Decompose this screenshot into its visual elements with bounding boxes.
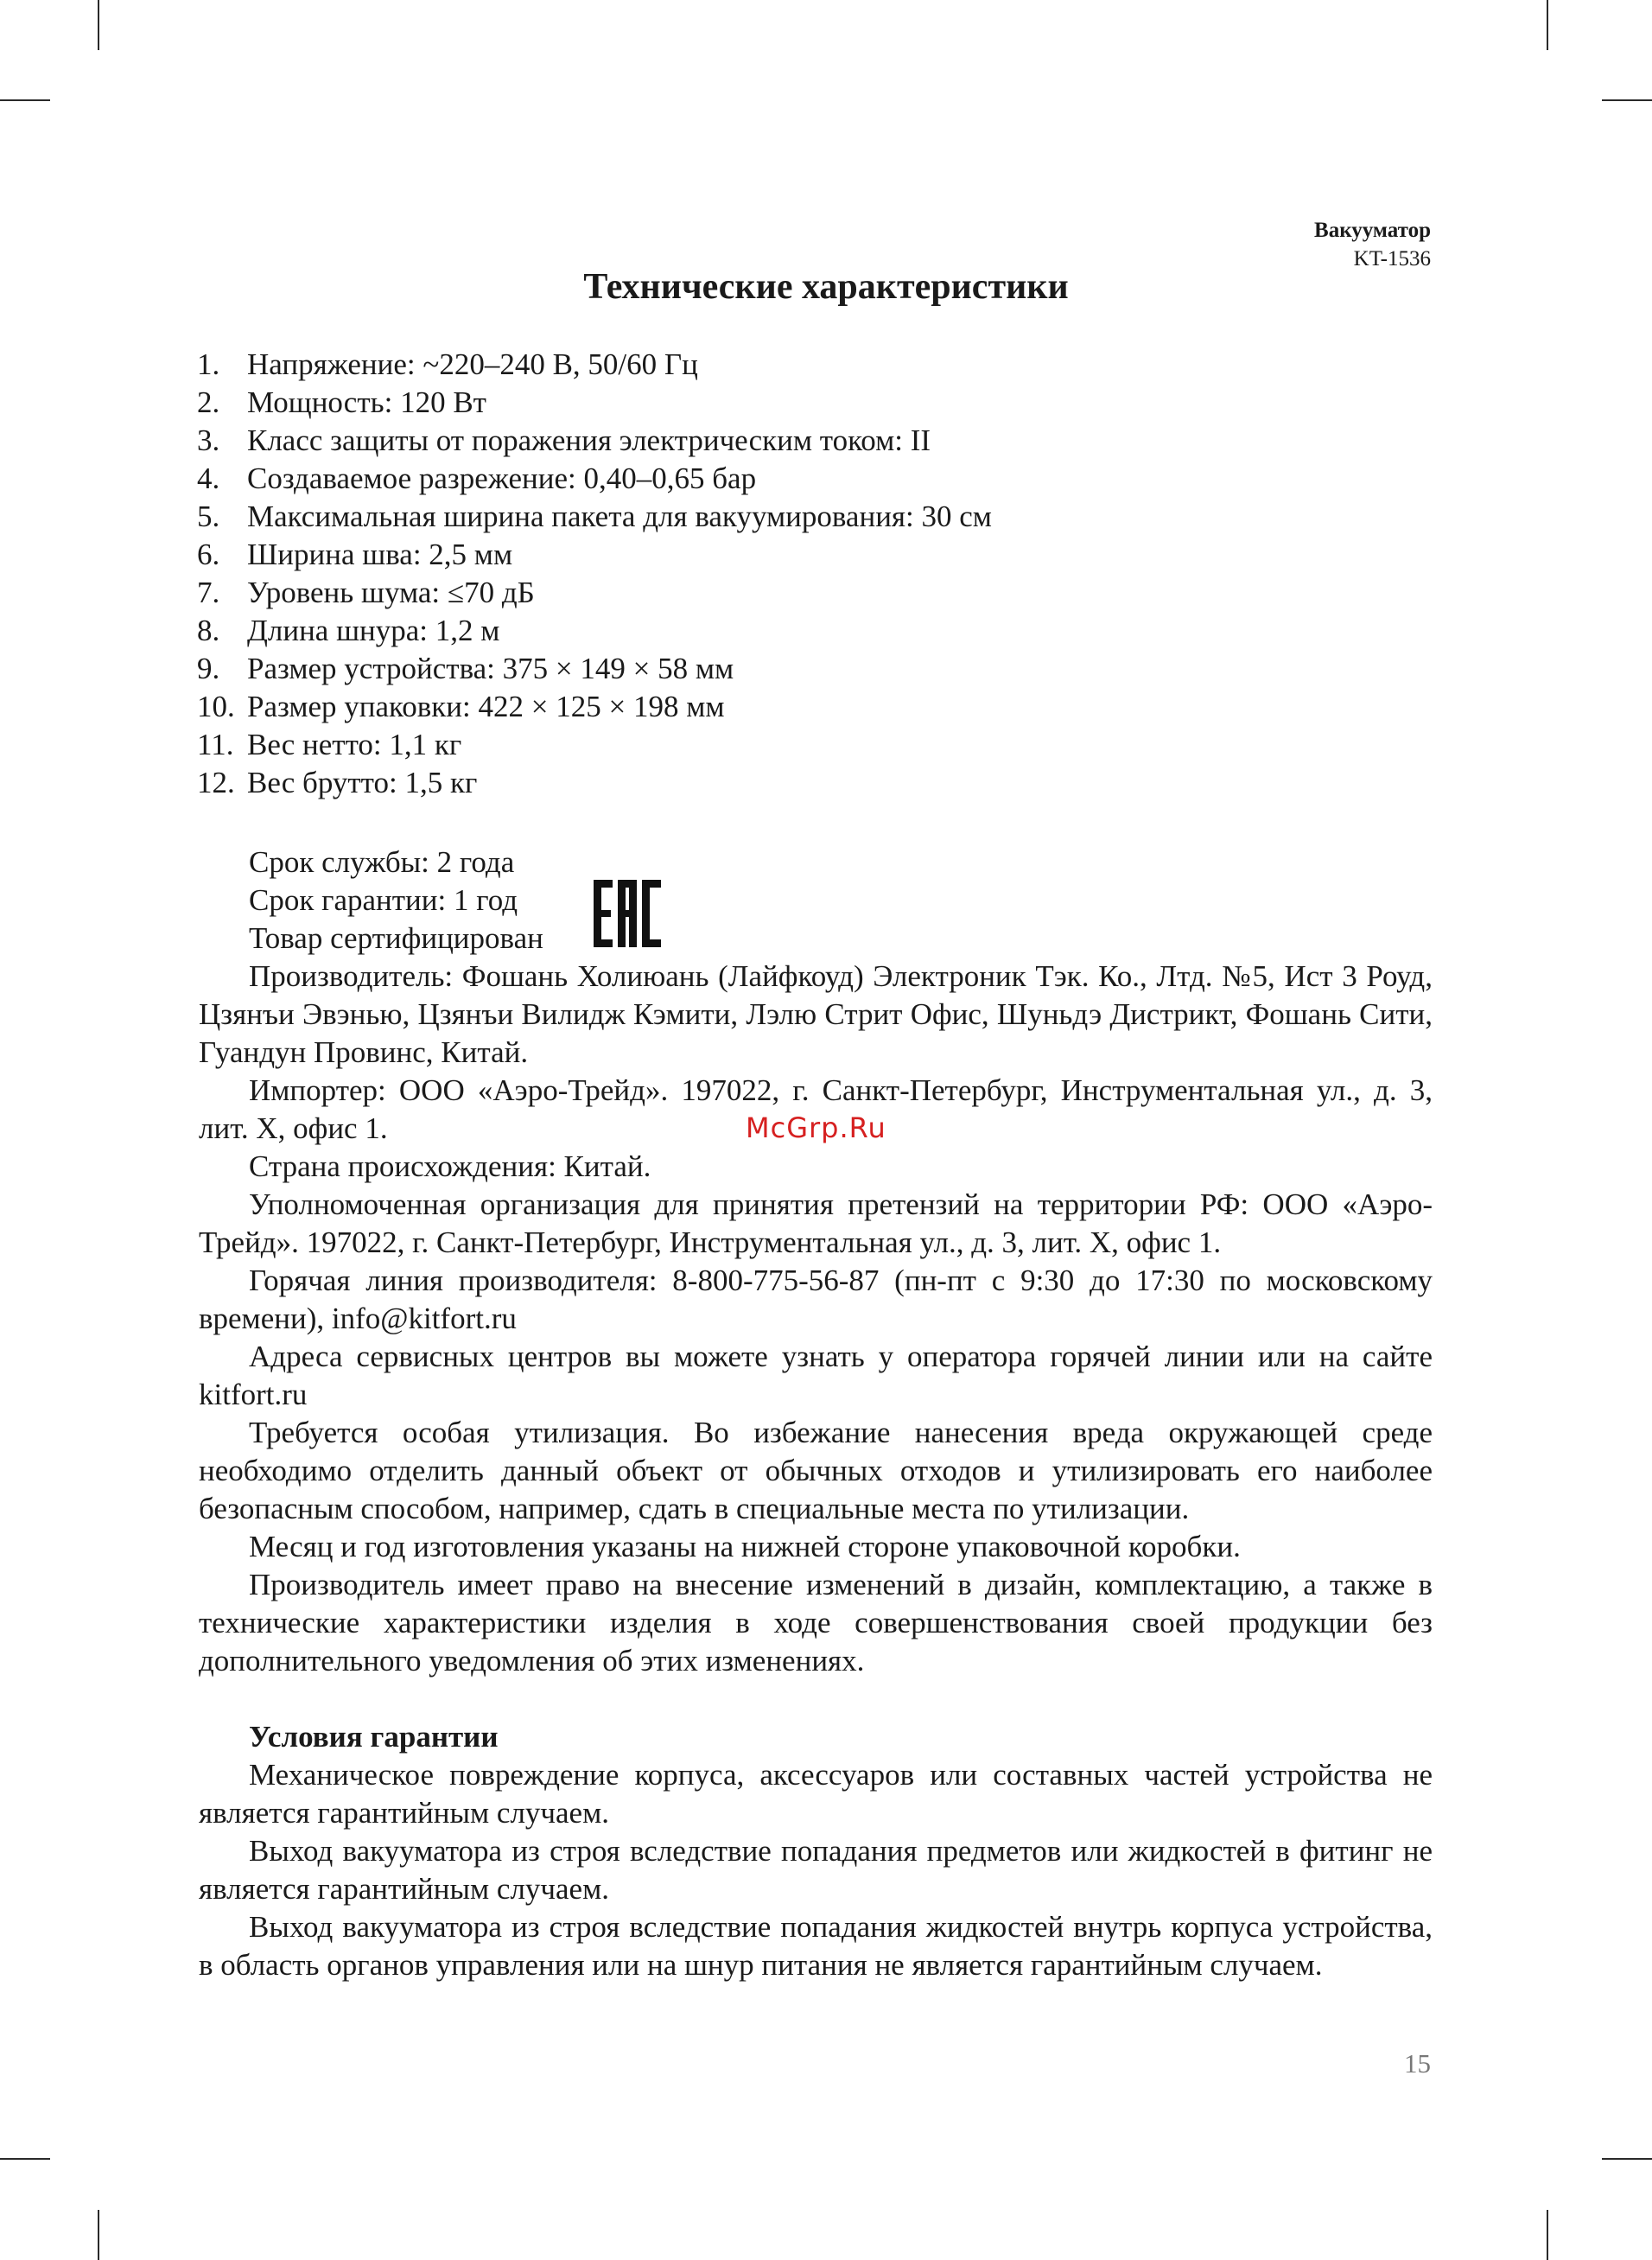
header-model: KT-1536 <box>1353 247 1431 271</box>
spec-item <box>197 612 1433 650</box>
eac-mark-icon <box>592 878 663 949</box>
hotline: Горячая линия производителя: 8-800-775-56-87 (пн-пт с 9:30 до 17:30 по московскому времени), info@kitfort.ru <box>199 1264 1433 1335</box>
spec-text: Ширина шва: 2,5 мм <box>247 538 513 571</box>
crop-mark <box>0 99 50 101</box>
spec-number: 11. <box>197 728 234 761</box>
importer: Импортер: ООО «Аэро-Трейд». 197022, г. Санкт-Петербург, Инструментальная ул., д. 3, лит. Х, офис 1. <box>199 1073 1433 1145</box>
crop-mark <box>98 2210 99 2260</box>
page-title: Технические характеристики <box>583 267 1069 307</box>
spec-item <box>197 422 1433 460</box>
spec-item <box>197 574 1433 612</box>
spec-text: Класс защиты от поражения электрическим током: II <box>247 423 931 457</box>
crop-mark <box>98 0 99 50</box>
spec-number: 4. <box>197 462 220 495</box>
spec-number: 8. <box>197 614 220 647</box>
warranty-period: Срок гарантии: 1 год <box>249 883 518 917</box>
crop-mark <box>1547 2210 1548 2260</box>
spec-item <box>197 346 1433 384</box>
spec-item <box>197 650 1433 688</box>
spec-text: Длина шнура: 1,2 м <box>247 614 500 647</box>
spec-number: 3. <box>197 423 220 457</box>
certified-text: Товар сертифицирован <box>249 921 543 955</box>
origin: Страна происхождения: Китай. <box>249 1149 651 1183</box>
spec-text: Размер устройства: 375 × 149 × 58 мм <box>247 652 734 685</box>
spec-number: 1. <box>197 347 220 381</box>
crop-mark <box>0 2158 50 2160</box>
manufacturer: Производитель: Фошань Холиюань (Лайфкоуд) Электроник Тэк. Ко., Лтд. №5, Ист 3 Роуд, Цзянъи Эвэнью, Цзянъи Вилидж Кэмити, Лэлю Стрит Офис, Шуньдэ Дистрикт, Фошань Сити, Гуандун Провинс, Китай. <box>199 959 1433 1069</box>
warranty-paragraph: Выход вакууматора из строя вследствие попадания жидкостей внутрь корпуса устройства, в область органов управления или на шнур питания не является гарантийным случаем. <box>199 1910 1433 1982</box>
authorized-organization: Уполномоченная организация для принятия претензий на территории РФ: ООО «Аэро-Трейд». 197022, г. Санкт-Петербург, Инструментальная ул., д. 3, лит. Х, офис 1. <box>199 1187 1433 1259</box>
watermark: McGrp.Ru <box>746 1111 886 1144</box>
disposal: Требуется особая утилизация. Во избежание нанесения вреда окружающей среде необходимо отделить данный объект от обычных отходов и утилизировать его наиболее безопасным способом, например, сдать в специальные места по утилизации. <box>199 1416 1433 1525</box>
spec-item <box>197 498 1433 536</box>
spec-item <box>197 726 1433 764</box>
spec-number: 5. <box>197 500 220 533</box>
crop-mark <box>1547 0 1548 50</box>
info-section <box>199 844 1433 1984</box>
certified-line <box>199 920 1433 958</box>
spec-text: Создаваемое разрежение: 0,40–0,65 бар <box>247 462 757 495</box>
warranty-paragraph: Механическое повреждение корпуса, аксессуаров или составных частей устройства не является гарантийным случаем. <box>199 1758 1433 1830</box>
service-centers: Адреса сервисных центров вы можете узнать у оператора горячей линии или на сайте kitfort.ru <box>199 1340 1433 1411</box>
spec-text: Мощность: 120 Вт <box>247 385 486 419</box>
spec-text: Максимальная ширина пакета для вакуумирования: 30 см <box>247 500 992 533</box>
warranty-heading: Условия гарантии <box>249 1720 499 1754</box>
changes-notice: Производитель имеет право на внесение изменений в дизайн, комплектацию, а также в технические характеристики изделия в ходе совершенствования своей продукции без дополнительного уведомления об этих изменениях. <box>199 1568 1433 1677</box>
spec-text: Вес нетто: 1,1 кг <box>247 728 462 761</box>
spec-number: 9. <box>197 652 220 685</box>
spec-number: 2. <box>197 385 220 419</box>
page-number: 15 <box>1404 2048 1431 2079</box>
running-header <box>1314 216 1431 273</box>
spec-item <box>197 460 1433 498</box>
spec-item <box>197 536 1433 574</box>
header-product: Вакууматор <box>1314 219 1431 242</box>
spec-item <box>197 688 1433 726</box>
spec-number: 7. <box>197 576 220 609</box>
spec-list <box>197 346 1433 802</box>
spec-number: 10. <box>197 690 235 723</box>
warranty-paragraph: Выход вакууматора из строя вследствие попадания предметов или жидкостей в фитинг не является гарантийным случаем. <box>199 1834 1433 1906</box>
spec-text: Напряжение: ~220–240 В, 50/60 Гц <box>247 347 698 381</box>
spec-item <box>197 764 1433 802</box>
spec-number: 6. <box>197 538 220 571</box>
spec-text: Размер упаковки: 422 × 125 × 198 мм <box>247 690 725 723</box>
spec-item <box>197 384 1433 422</box>
spec-text: Уровень шума: ≤70 дБ <box>247 576 535 609</box>
crop-mark <box>1602 99 1652 101</box>
spec-number: 12. <box>197 766 235 799</box>
manufacture-date: Месяц и год изготовления указаны на нижней стороне упаковочной коробки. <box>249 1530 1241 1563</box>
crop-mark <box>1602 2158 1652 2160</box>
service-life: Срок службы: 2 года <box>249 845 515 879</box>
spec-text: Вес брутто: 1,5 кг <box>247 766 478 799</box>
